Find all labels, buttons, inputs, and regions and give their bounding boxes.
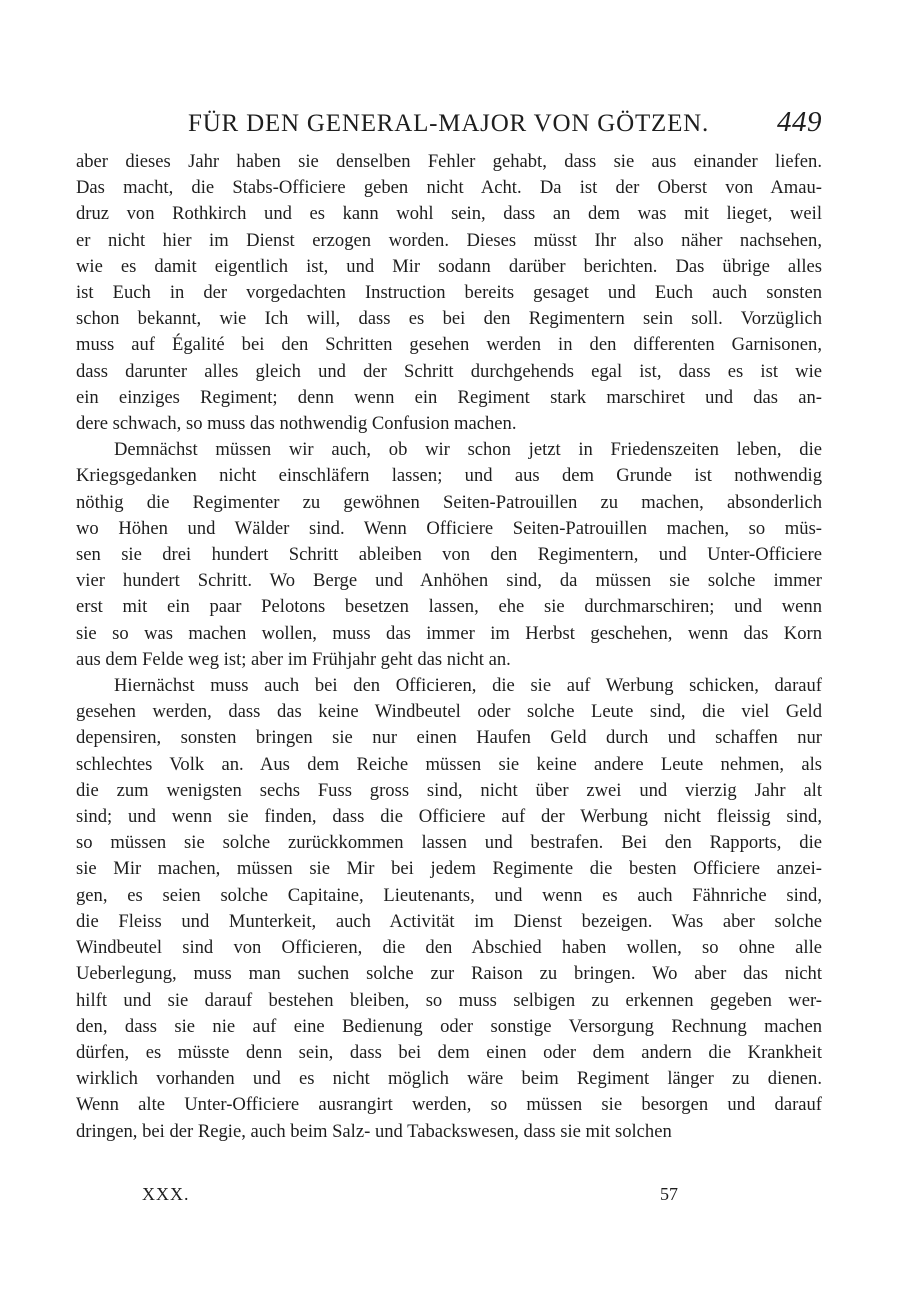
text-line: Hiernächst muss auch bei den Officieren, die sie auf Werbung schicken, darauf — [114, 675, 822, 697]
text-line: druz von Rothkirch und es kann wohl sein, dass an dem was mit lieget, weil — [76, 203, 822, 225]
sheet-number: 57 — [660, 1184, 678, 1204]
text-line: so müssen sie solche zurückkommen lassen und bestrafen. Bei den Rapports, die — [76, 832, 822, 854]
text-line: sie Mir machen, müssen sie Mir bei jedem Regimente die besten Officiere anzei- — [76, 858, 822, 880]
text-line: Das macht, die Stabs-Officiere geben nicht Acht. Da ist der Oberst von Amau- — [76, 177, 822, 199]
text-line: gen, es seien solche Capitaine, Lieutenants, und wenn es auch Fähnriche sind, — [76, 884, 822, 906]
text-line: die zum wenigsten sechs Fuss gross sind, nicht über zwei und vierzig Jahr alt — [76, 779, 822, 801]
text-line: aber dieses Jahr haben sie denselben Fehler gehabt, dass sie aus einander liefen. — [76, 151, 822, 172]
text-line: Wenn alte Unter-Officiere ausrangirt werden, so müssen sie besorgen und darauf — [76, 1094, 822, 1116]
paragraph — [76, 149, 822, 437]
text-line: schlechtes Volk an. Aus dem Reiche müssen sie keine andere Leute nehmen, als — [76, 753, 822, 775]
paragraph — [76, 437, 822, 673]
text-line: aus dem Felde weg ist; aber im Frühjahr geht das nicht an. — [76, 648, 511, 670]
text-line: sie so was machen wollen, muss das immer im Herbst geschehen, wenn das Korn — [76, 622, 822, 644]
text-line: den, dass sie nie auf eine Bedienung oder sonstige Versorgung Rechnung machen — [76, 1015, 822, 1037]
signature-mark: XXX. — [142, 1184, 190, 1204]
text-line: nöthig die Regimenter zu gewöhnen Seiten-Patrouillen zu machen, absonderlich — [76, 491, 822, 513]
text-line: dere schwach, so muss das nothwendig Confusion machen. — [76, 413, 517, 435]
text-line: wo Höhen und Wälder sind. Wenn Officiere Seiten-Patrouillen machen, so müs- — [76, 517, 822, 539]
text-line: ein einziges Regiment; denn wenn ein Regiment stark marschiret und das an- — [76, 386, 822, 408]
text-line: wirklich vorhanden und es nicht möglich wäre beim Regiment länger zu dienen. — [76, 1068, 822, 1090]
text-line: die Fleiss und Munterkeit, auch Activität im Dienst bezeigen. Was aber solche — [76, 910, 822, 932]
page-number: 449 — [777, 106, 822, 138]
text-line: sen sie drei hundert Schritt ableiben von den Regimentern, und Unter-Officiere — [76, 544, 822, 566]
text-line: er nicht hier im Dienst erzogen worden. Dieses müsst Ihr also näher nachsehen, — [76, 229, 822, 251]
text-line: dürfen, es müsste denn sein, dass bei dem einen oder dem andern die Krankheit — [76, 1041, 822, 1063]
text-line: Demnächst müssen wir auch, ob wir schon jetzt in Friedenszeiten leben, die — [114, 439, 822, 461]
text-line: gesehen werden, dass das keine Windbeutel oder solche Leute sind, die viel Geld — [76, 701, 822, 723]
text-line: muss auf Égalité bei den Schritten gesehen werden in den differenten Garnisonen, — [76, 334, 822, 356]
page-footer — [0, 1184, 900, 1214]
text-line: depensiren, sonsten bringen sie nur einen Haufen Geld durch und schaffen nur — [76, 727, 822, 749]
text-line: vier hundert Schritt. Wo Berge und Anhöhen sind, da müssen sie solche immer — [76, 570, 822, 592]
paragraph — [76, 673, 822, 1145]
text-line: sind; und wenn sie finden, dass die Officiere auf der Werbung nicht fleissig sind, — [76, 806, 822, 828]
text-line: Kriegsgedanken nicht einschläfern lassen; und aus dem Grunde ist nothwendig — [76, 465, 822, 487]
text-line: dringen, bei der Regie, auch beim Salz- und Tabackswesen, dass sie mit solchen — [76, 1120, 672, 1142]
text-line: hilft und sie darauf bestehen bleiben, so muss selbigen zu erkennen gegeben wer- — [76, 989, 822, 1011]
text-line: Ueberlegung, muss man suchen solche zur Raison zu bringen. Wo aber das nicht — [76, 963, 822, 985]
text-line: schon bekannt, wie Ich will, dass es bei den Regimentern sein soll. Vorzüglich — [76, 308, 822, 330]
text-line: Windbeutel sind von Officieren, die den Abschied haben wollen, so ohne alle — [76, 937, 822, 959]
text-line: ist Euch in der vorgedachten Instruction bereits gesaget und Euch auch sonsten — [76, 282, 822, 304]
text-line: dass darunter alles gleich und der Schritt durchgehends egal ist, dass es ist wie — [76, 360, 822, 382]
running-title: FÜR DEN GENERAL-MAJOR VON GÖTZEN. — [188, 110, 710, 137]
text-line: erst mit ein paar Pelotons besetzen lassen, ehe sie durchmarschiren; und wenn — [76, 596, 822, 618]
text-line: wie es damit eigentlich ist, und Mir sodann darüber berichten. Das übrige alles — [76, 255, 822, 277]
page-header — [76, 106, 822, 146]
body-text — [76, 149, 822, 1145]
